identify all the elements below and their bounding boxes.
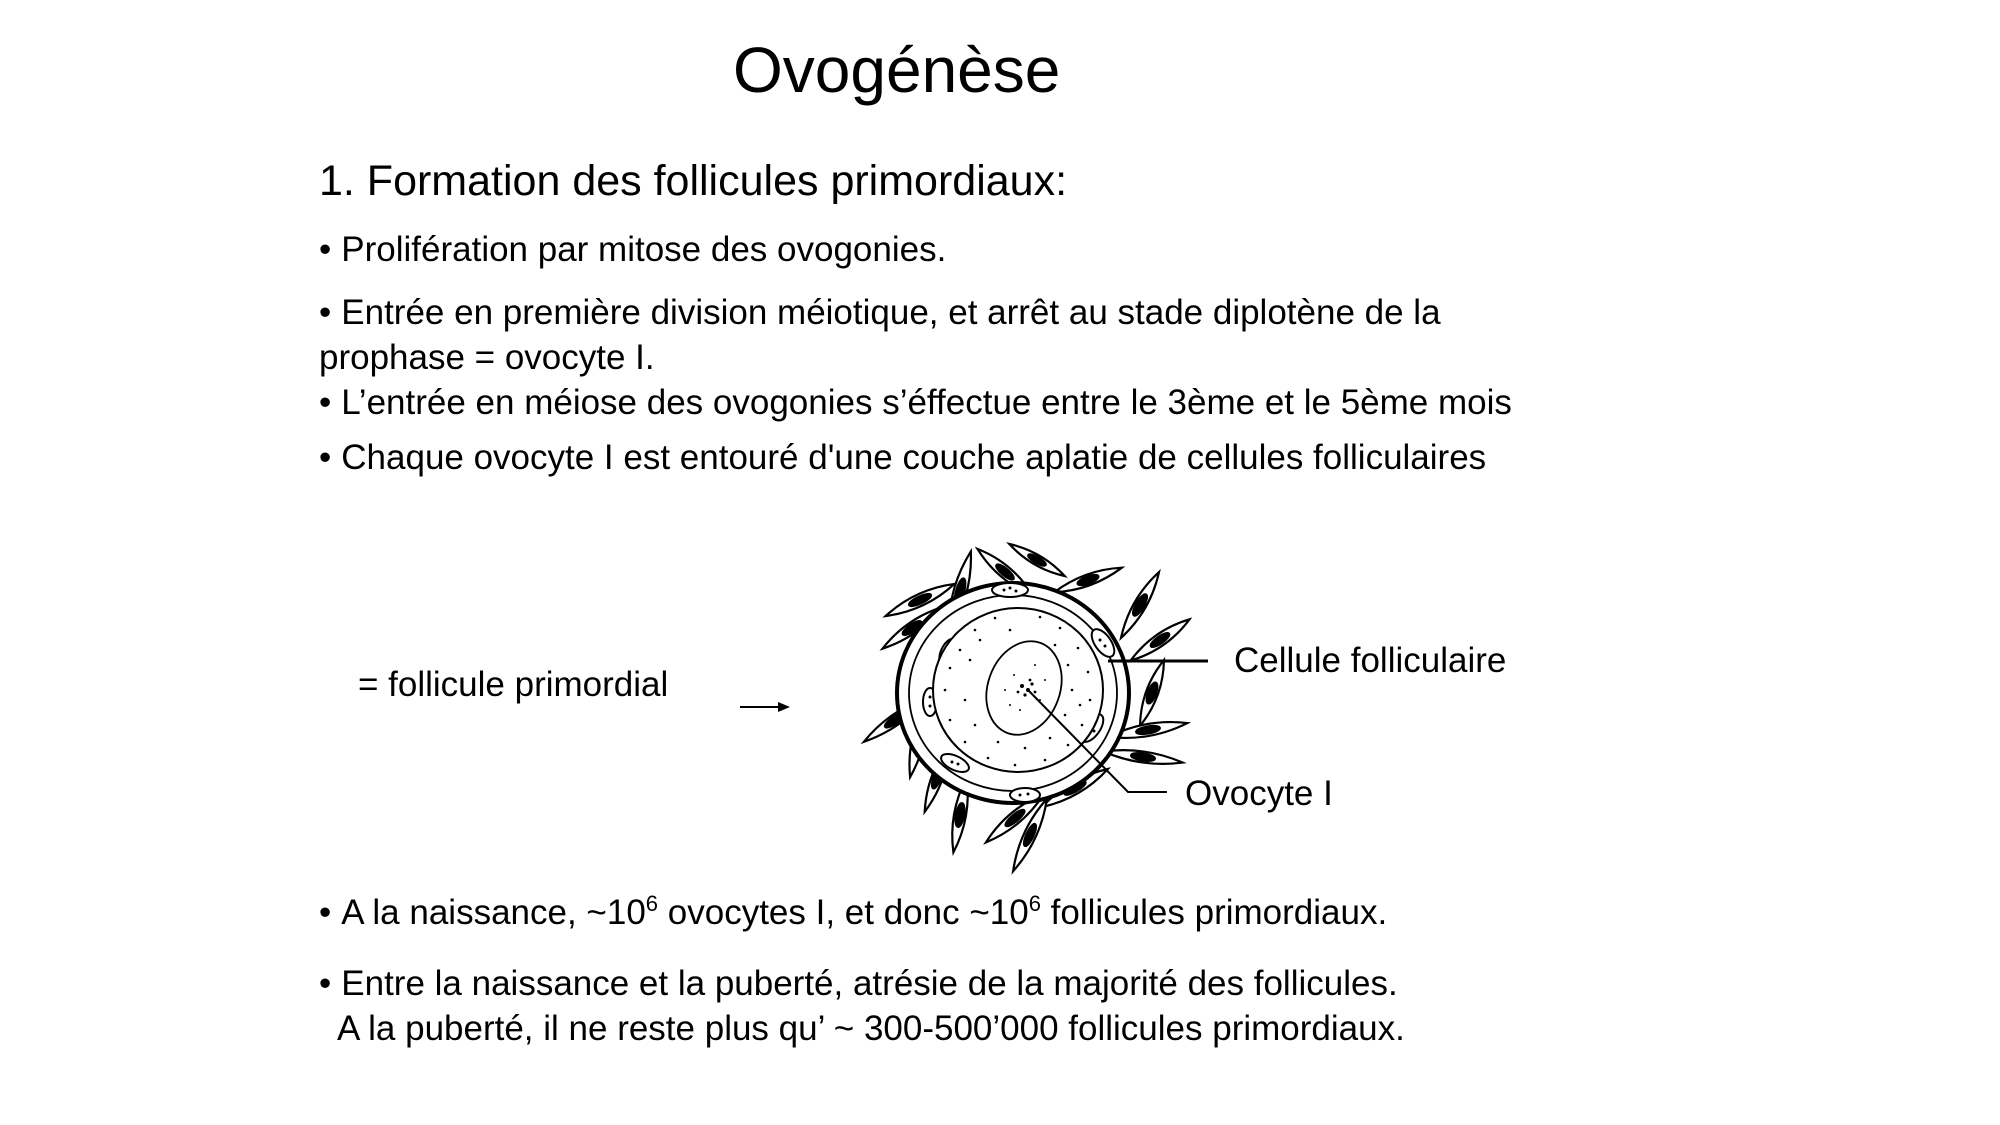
bullet-text-prefix: A la naissance, ~10 xyxy=(341,893,646,932)
bullet-atresia xyxy=(319,966,1398,1001)
bullet-meiosis-entry-continued: prophase = ovocyte I. xyxy=(319,338,655,377)
bullet-text: Prolifération par mitose des ovogonies. xyxy=(341,230,947,269)
bullet-text-suffix: follicules primordiaux. xyxy=(1040,893,1388,932)
bullet-text: Entre la naissance et la puberté, atrésie de la majorité des follicules. xyxy=(341,964,1398,1003)
bullet-atresia-continued: A la puberté, il ne reste plus qu’ ~ 300-500’000 follicules primordiaux. xyxy=(337,1009,1405,1048)
bullet-text: Chaque ovocyte I est entouré d'une couche aplatie de cellules folliculaires xyxy=(341,438,1487,477)
section-heading: 1. Formation des follicules primordiaux: xyxy=(319,157,1068,205)
exponent: 6 xyxy=(1028,891,1041,916)
bullet-text: Entrée en première division méiotique, et arrêt au stade diplotène de la xyxy=(341,293,1441,332)
right-arrow-icon xyxy=(740,702,790,712)
slide-title: Ovogénèse xyxy=(733,34,1061,106)
follicle-cell-label: Cellule folliculaire xyxy=(1234,641,1507,680)
primordial-follicle-label: = follicule primordial xyxy=(358,665,669,704)
bullet-text-middle: ovocytes I, et donc ~10 xyxy=(658,893,1029,932)
oocyte-label: Ovocyte I xyxy=(1185,774,1333,813)
exponent: 6 xyxy=(645,891,659,916)
bullet-birth-count xyxy=(319,891,1388,932)
oocyte xyxy=(933,608,1103,772)
bullet-text: L’entrée en méiose des ovogonies s’éffectue entre le 3ème et le 5ème mois xyxy=(341,383,1512,422)
